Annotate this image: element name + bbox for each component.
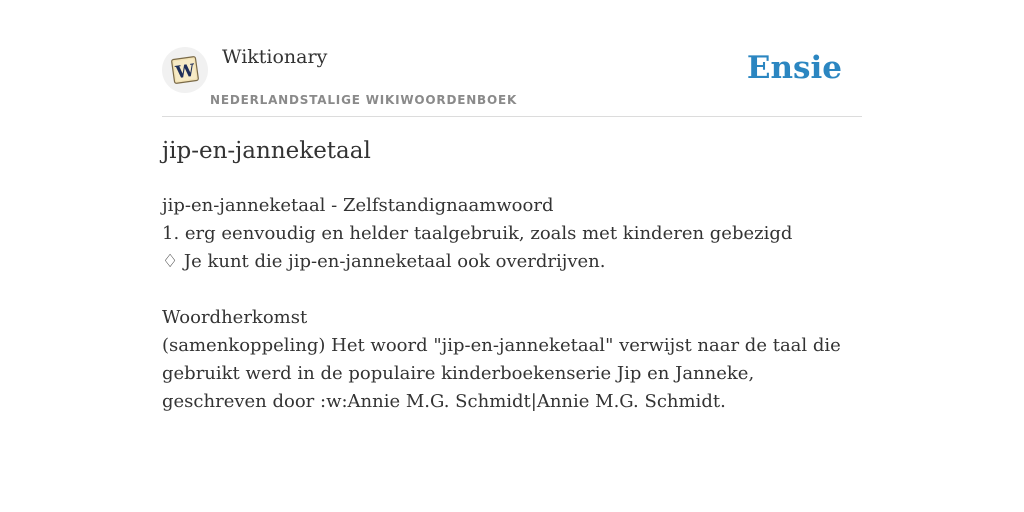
etymology-heading: Woordherkomst	[162, 307, 308, 328]
wiktionary-tile-icon	[168, 53, 202, 87]
spacer	[162, 276, 862, 304]
page-title: jip-en-janneketaal	[162, 138, 371, 164]
example-line: ♢ Je kunt die jip-en-janneketaal ook overdrijven.	[162, 251, 606, 272]
header	[162, 44, 862, 117]
definition-line: 1. erg eenvoudig en helder taalgebruik, zoals met kinderen gebezigd	[162, 223, 793, 244]
site-name[interactable]: Wiktionary	[222, 46, 328, 68]
logo-letter: W	[174, 60, 197, 84]
wiktionary-logo-icon[interactable]	[162, 47, 208, 93]
ensie-brand-link[interactable]: Ensie	[746, 50, 842, 86]
etymology-text: (samenkoppeling) Het woord "jip-en-janneketaal" verwijst naar de taal die gebruikt werd in de populaire kinderboekenserie Jip en Janneke, geschreven door :w:Annie M.G. Schmidt|Annie M.G. Schmidt.	[162, 335, 841, 412]
word-type-line: jip-en-janneketaal - Zelfstandignaamwoord	[162, 195, 554, 216]
site-tagline: NEDERLANDSTALIGE WIKIWOORDENBOEK	[210, 93, 518, 107]
entry-content	[162, 192, 862, 416]
